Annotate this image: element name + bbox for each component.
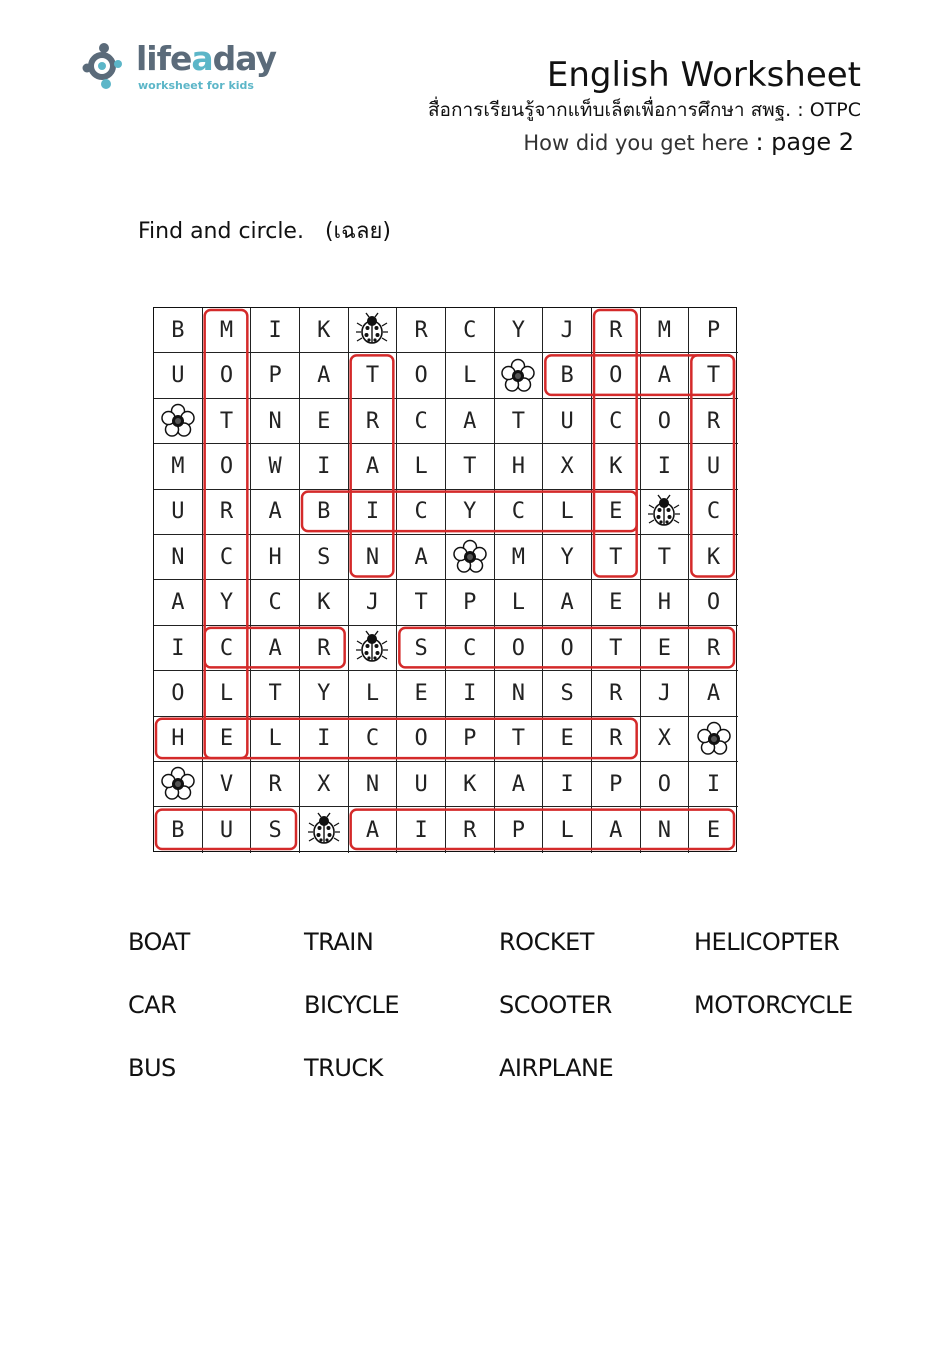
grid-letter: C [251, 580, 300, 625]
grid-letter: C [446, 308, 495, 353]
grid-letter: U [689, 444, 738, 489]
grid-letter: O [689, 580, 738, 625]
grid-letter: M [495, 535, 544, 580]
grid-letter: T [349, 353, 398, 398]
flower-icon [446, 535, 495, 580]
ladybug-icon [641, 490, 690, 535]
grid-letter: O [641, 762, 690, 807]
grid-letter: R [592, 308, 641, 353]
grid-letter: M [203, 308, 252, 353]
grid-letter: O [543, 626, 592, 671]
grid-letter: A [495, 762, 544, 807]
word-bank-item: MOTORCYCLE [694, 991, 853, 1019]
grid-letter: I [154, 626, 203, 671]
grid-letter: C [397, 399, 446, 444]
grid-letter: T [641, 535, 690, 580]
grid-letter: Y [446, 490, 495, 535]
grid-letter: Y [543, 535, 592, 580]
grid-letter: U [154, 353, 203, 398]
grid-letter: A [349, 807, 398, 852]
grid-letter: K [300, 308, 349, 353]
grid-letter: W [251, 444, 300, 489]
grid-letter: L [203, 671, 252, 716]
grid-letter: K [592, 444, 641, 489]
grid-letter: L [543, 807, 592, 852]
grid-letter: S [251, 807, 300, 852]
lesson-line [523, 130, 854, 154]
grid-letter: C [446, 626, 495, 671]
grid-letter: H [495, 444, 544, 489]
grid-letter: I [397, 807, 446, 852]
grid-letter: L [397, 444, 446, 489]
grid-letter: C [689, 490, 738, 535]
word-bank-item: SCOOTER [499, 991, 612, 1019]
grid-letter: N [349, 535, 398, 580]
grid-letter: I [300, 444, 349, 489]
grid-letter: I [543, 762, 592, 807]
grid-letter: L [251, 717, 300, 762]
grid-letter: O [397, 717, 446, 762]
grid-letter: A [543, 580, 592, 625]
word-bank-item: AIRPLANE [499, 1054, 614, 1082]
grid-letter: O [203, 353, 252, 398]
grid-letter: E [300, 399, 349, 444]
grid-letter: E [397, 671, 446, 716]
ladybug-icon [300, 807, 349, 852]
word-search-puzzle [153, 307, 737, 852]
grid-letter: C [203, 535, 252, 580]
grid-letter: L [446, 353, 495, 398]
grid-letter: R [349, 399, 398, 444]
flower-icon-graphic [500, 358, 536, 394]
grid-letter: A [641, 353, 690, 398]
flower-icon-graphic [696, 721, 732, 757]
grid-letter: S [543, 671, 592, 716]
grid-letter: I [251, 308, 300, 353]
grid-letter: T [495, 399, 544, 444]
grid-letter: R [592, 671, 641, 716]
grid-letter: R [397, 308, 446, 353]
word-bank-item: BICYCLE [304, 991, 400, 1019]
ladybug-icon-graphic [646, 494, 682, 530]
grid-letter: U [203, 807, 252, 852]
grid-letter: O [592, 353, 641, 398]
grid-letter: M [154, 444, 203, 489]
grid-letter: K [689, 535, 738, 580]
grid-letter: N [154, 535, 203, 580]
grid-letter: J [349, 580, 398, 625]
grid-letter: A [592, 807, 641, 852]
ladybug-icon-graphic [306, 812, 342, 848]
grid-letter: T [203, 399, 252, 444]
logo-tagline: worksheet for kids [138, 79, 254, 92]
grid-letter: O [641, 399, 690, 444]
grid-letter: E [203, 717, 252, 762]
grid-letter: P [592, 762, 641, 807]
grid-letter: U [543, 399, 592, 444]
molecule-logo-icon [82, 40, 134, 92]
flower-icon [689, 717, 738, 762]
grid-letter: T [495, 717, 544, 762]
grid-letter: A [300, 353, 349, 398]
grid-letter: T [251, 671, 300, 716]
grid-letter: R [446, 807, 495, 852]
grid-letter: O [203, 444, 252, 489]
grid-letter: A [349, 444, 398, 489]
grid-letter: K [446, 762, 495, 807]
flower-icon [495, 353, 544, 398]
grid-letter: Y [300, 671, 349, 716]
grid-letter: E [592, 490, 641, 535]
letter-grid [153, 307, 737, 852]
grid-letter: N [349, 762, 398, 807]
grid-letter: A [251, 626, 300, 671]
word-bank-item: TRUCK [304, 1054, 383, 1082]
grid-letter: O [397, 353, 446, 398]
grid-letter: X [641, 717, 690, 762]
lesson-name: How did you get here [523, 131, 749, 155]
grid-letter: C [349, 717, 398, 762]
grid-letter: A [397, 535, 446, 580]
grid-letter: K [300, 580, 349, 625]
ladybug-icon [349, 626, 398, 671]
grid-letter: R [203, 490, 252, 535]
worksheet-title: English Worksheet [546, 55, 861, 95]
grid-letter: C [592, 399, 641, 444]
thai-subtitle: สื่อการเรียนรู้จากแท็บเล็ตเพื่อการศึกษา สพฐ. : OTPC [427, 99, 861, 121]
instruction-text: Find and circle. [138, 219, 304, 244]
grid-letter: Y [495, 308, 544, 353]
grid-letter: N [641, 807, 690, 852]
grid-letter: I [641, 444, 690, 489]
grid-letter: R [251, 762, 300, 807]
grid-letter: U [397, 762, 446, 807]
lifeaday-logo [82, 40, 282, 96]
grid-letter: A [251, 490, 300, 535]
grid-letter: T [592, 535, 641, 580]
word-bank-item: BUS [128, 1054, 176, 1082]
grid-letter: T [446, 444, 495, 489]
flower-icon [154, 399, 203, 444]
grid-letter: C [203, 626, 252, 671]
grid-letter: B [154, 807, 203, 852]
ladybug-icon [349, 308, 398, 353]
flower-icon [154, 762, 203, 807]
flower-icon-graphic [160, 766, 196, 802]
grid-letter: T [689, 353, 738, 398]
ladybug-icon-graphic [354, 312, 390, 348]
word-bank-item: CAR [128, 991, 177, 1019]
grid-letter: I [689, 762, 738, 807]
flower-icon-graphic [452, 539, 488, 575]
grid-letter: H [154, 717, 203, 762]
grid-letter: R [689, 626, 738, 671]
word-bank-item: BOAT [128, 928, 190, 956]
grid-letter: S [397, 626, 446, 671]
grid-letter: L [349, 671, 398, 716]
grid-letter: J [641, 671, 690, 716]
word-bank-item: TRAIN [304, 928, 374, 956]
grid-letter: T [592, 626, 641, 671]
word-bank-item: ROCKET [499, 928, 594, 956]
grid-letter: A [446, 399, 495, 444]
grid-letter: B [543, 353, 592, 398]
grid-letter: P [689, 308, 738, 353]
page-label: : page 2 [755, 128, 854, 156]
grid-letter: P [251, 353, 300, 398]
grid-letter: B [154, 308, 203, 353]
grid-letter: Y [203, 580, 252, 625]
grid-letter: R [592, 717, 641, 762]
grid-letter: L [495, 580, 544, 625]
grid-letter: A [689, 671, 738, 716]
grid-letter: C [397, 490, 446, 535]
grid-letter: C [495, 490, 544, 535]
grid-letter: A [154, 580, 203, 625]
flower-icon-graphic [160, 403, 196, 439]
grid-letter: P [446, 717, 495, 762]
grid-letter: R [689, 399, 738, 444]
grid-letter: N [251, 399, 300, 444]
grid-letter: P [495, 807, 544, 852]
grid-letter: U [154, 490, 203, 535]
ladybug-icon-graphic [354, 630, 390, 666]
grid-letter: R [300, 626, 349, 671]
grid-letter: J [543, 308, 592, 353]
grid-letter: L [543, 490, 592, 535]
grid-letter: I [300, 717, 349, 762]
grid-letter: O [154, 671, 203, 716]
grid-letter: S [300, 535, 349, 580]
grid-letter: E [543, 717, 592, 762]
grid-letter: B [300, 490, 349, 535]
grid-letter: E [706, 817, 721, 843]
grid-letter: N [495, 671, 544, 716]
answer-key-tag: (เฉลย) [324, 219, 391, 244]
instruction [138, 213, 391, 248]
grid-letter: E [641, 626, 690, 671]
grid-letter: V [203, 762, 252, 807]
grid-letter: I [446, 671, 495, 716]
grid-letter: M [641, 308, 690, 353]
grid-letter: H [641, 580, 690, 625]
word-bank-item: HELICOPTER [694, 928, 840, 956]
grid-letter: H [251, 535, 300, 580]
grid-letter: O [495, 626, 544, 671]
logo-wordmark: lifeaday [136, 39, 277, 78]
grid-letter: I [349, 490, 398, 535]
grid-letter: E [592, 580, 641, 625]
grid-letter: X [300, 762, 349, 807]
grid-letter: X [543, 444, 592, 489]
grid-letter: P [446, 580, 495, 625]
grid-letter: T [397, 580, 446, 625]
